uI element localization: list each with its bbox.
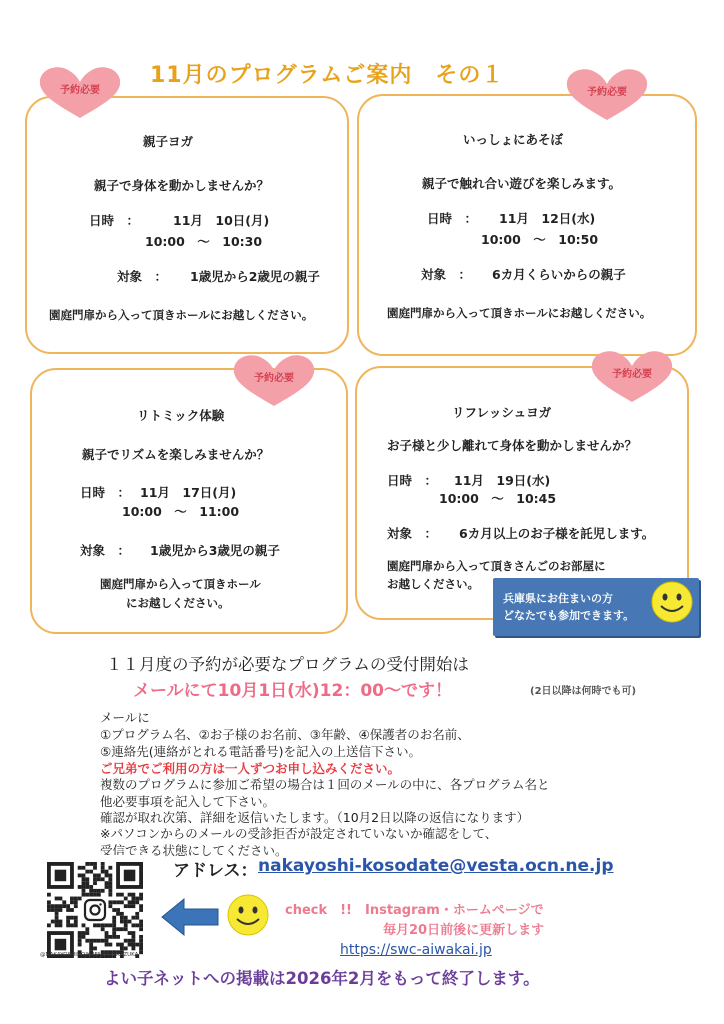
instruction-line: ご兄弟でご利用の方は一人ずつお申し込みください。 xyxy=(100,761,401,776)
program-name: リフレッシュヨガ xyxy=(452,405,552,420)
address-label: アドレス： xyxy=(173,861,258,881)
instruction-line: 他必要事項を記入して下さい。 xyxy=(100,794,276,809)
program-time: 10:00 ～ 10:50 xyxy=(481,232,599,247)
instruction-line: 確認が取れ次第、詳細を返信いたします。（10月2日以降の返信になります） xyxy=(100,810,530,825)
program-date-label: 日時 ： xyxy=(387,473,438,488)
website-link[interactable]: https://swc-aiwakai.jp xyxy=(340,942,492,958)
reservation-required-badge: 予約必要 xyxy=(563,66,651,122)
program-access: 園庭門扉から入って頂きホール xyxy=(100,577,261,591)
reservation-required-badge: 予約必要 xyxy=(230,352,318,408)
reservation-heading: １１月度の予約が必要なプログラムの受付開始は xyxy=(106,655,469,674)
program-description: 親子で身体を動かしませんか？ xyxy=(94,178,270,193)
banner-line: 兵庫県にお住まいの方 xyxy=(503,592,613,605)
program-date-label: 日時 ： xyxy=(89,213,140,228)
program-name: リトミック体験 xyxy=(137,408,225,423)
program-name: いっしょにあそぼ xyxy=(463,132,564,147)
footer-notice: よい子ネットへの掲載は2026年2月をもって終了します。 xyxy=(104,969,540,988)
instruction-line: ①プログラム名、②お子様のお名前、③年齢、④保護者のお名前、 xyxy=(100,727,470,742)
smiley-icon xyxy=(226,893,270,937)
instruction-line: メールに xyxy=(100,710,150,725)
qr-code xyxy=(40,855,150,965)
reservation-required-badge: 予約必要 xyxy=(588,348,676,404)
program-description: お子様と少し離れて身体を動かしませんか？ xyxy=(387,438,638,453)
program-target-label: 対象 ： xyxy=(80,543,131,558)
program-access: 園庭門扉から入って頂きホールにお越しください。 xyxy=(49,308,314,322)
program-target: 1歳児から2歳児の親子 xyxy=(190,269,320,284)
program-date: 11月 10日(月) xyxy=(173,213,270,228)
reservation-note: (2日以降は何時でも可) xyxy=(530,686,637,697)
instruction-line: ⑤連絡先(連絡がとれる電話番号)を記入の上送信下さい。 xyxy=(100,744,421,759)
program-date-label: 日時 ： xyxy=(427,211,478,226)
program-time: 10:00 ～ 10:45 xyxy=(439,491,557,506)
instruction-line: 複数のプログラムに参加ご希望の場合は１回のメールの中に、各プログラム名と xyxy=(100,777,550,792)
reservation-start: メールにて10月1日(水)12：00～です！ xyxy=(133,681,452,701)
program-time: 10:00 ～ 10:30 xyxy=(145,234,263,249)
program-description: 親子で触れ合い遊びを楽しみます。 xyxy=(422,176,622,191)
instruction-line: ※パソコンからのメールの受診拒否が設定されていないか確認をして、 xyxy=(100,826,498,841)
page-title: 11月のプログラムご案内 その１ xyxy=(150,63,505,88)
program-card-oyako-yoga xyxy=(25,96,349,354)
program-target: 6カ月以上のお子様を託児します。 xyxy=(459,526,655,541)
update-notice: check !! Instagram・ホームページで xyxy=(285,903,544,918)
reservation-required-badge: 予約必要 xyxy=(36,64,124,120)
update-notice: 毎月20日前後に更新します xyxy=(383,923,545,938)
program-date-label: 日時 ： xyxy=(80,485,131,500)
program-access: お越しください。 xyxy=(387,577,479,591)
email-link[interactable]: nakayoshi-kosodate@vesta.ocn.ne.jp xyxy=(258,856,614,876)
arrow-left-icon xyxy=(160,895,220,939)
program-date: 11月 19日(水) xyxy=(454,473,551,488)
program-access: にお越しください。 xyxy=(126,596,230,610)
program-description: 親子でリズムを楽しみませんか？ xyxy=(82,447,270,462)
smiley-icon xyxy=(650,580,694,624)
program-date: 11月 17日(月) xyxy=(140,485,237,500)
program-name: 親子ヨガ xyxy=(143,134,194,149)
program-card-issho-ni-asobo xyxy=(357,94,697,356)
program-target: 6カ月くらいからの親子 xyxy=(492,267,626,282)
program-target-label: 対象 ： xyxy=(387,526,438,541)
program-access: 園庭門扉から入って頂きさんごのお部屋に xyxy=(387,559,606,573)
program-target-label: 対象 ： xyxy=(117,269,168,284)
program-time: 10:00 ～ 11:00 xyxy=(122,504,240,519)
program-access: 園庭門扉から入って頂きホールにお越しください。 xyxy=(387,306,652,320)
program-target: 1歳児から3歳児の親子 xyxy=(150,543,280,558)
program-date: 11月 12日(水) xyxy=(499,211,596,226)
instruction-line: 受信できる状態にしてください。 xyxy=(100,843,288,858)
program-target-label: 対象 ： xyxy=(421,267,472,282)
banner-line: どなたでも参加できます。 xyxy=(503,609,635,622)
qr-caption: @NAKAYOSHIHOIKUENTAKARAZUKA xyxy=(40,952,139,958)
